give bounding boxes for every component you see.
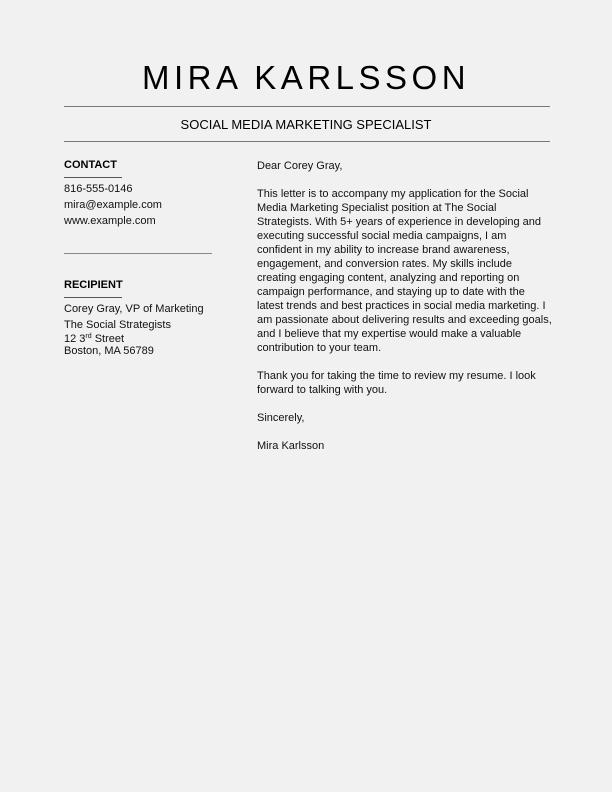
recipient-heading: RECIPIENT — [64, 279, 123, 291]
contact-phone[interactable]: 816-555-0146 — [64, 183, 133, 195]
letter-paragraph-2: Thank you for taking the time to review my resume. I look forward to talking with you. — [257, 370, 536, 396]
street-name: Street — [91, 333, 125, 345]
letter-greeting: Dear Corey Gray, — [257, 160, 343, 172]
contact-heading: CONTACT — [64, 159, 117, 171]
street-ordinal-suffix: rd — [85, 333, 92, 340]
recipient-city: Boston, MA 56789 — [64, 345, 154, 357]
recipient-section — [64, 279, 234, 357]
contact-heading-underline — [64, 177, 122, 178]
contact-email[interactable]: mira@example.com — [64, 199, 162, 211]
recipient-company: The Social Strategists — [64, 319, 171, 331]
header-bottom-rule — [64, 141, 550, 142]
header-top-rule — [64, 106, 550, 107]
contact-website[interactable]: www.example.com — [64, 215, 156, 227]
applicant-name: MIRA KARLSSON — [141, 59, 471, 96]
recipient-heading-underline — [64, 297, 122, 298]
recipient-name: Corey Gray, VP of Marketing — [64, 303, 204, 315]
letter-closing: Sincerely, — [257, 412, 305, 424]
letter-paragraph-1: This letter is to accompany my application for the Social Media Marketing Specialist position at The Social Strategists. With 5+ years of experience in developing and executing successful social media campaigns, I am confident in my ability to increase brand awareness, engagement, and conversion rates. My skills include creating engaging content, analyzing and reporting on campaign performance, and staying up to date with the latest trends and best practices in social media marketing. I am passionate about delivering results and exceeding goals, and I believe that my expertise would make a valuable contribution to your team. — [257, 188, 552, 354]
street-number: 12 3 — [64, 333, 86, 345]
sidebar-divider — [64, 253, 212, 254]
contact-section — [64, 159, 214, 229]
letter-signature: Mira Karlsson — [257, 440, 325, 452]
recipient-street — [64, 333, 234, 345]
letter-body — [257, 159, 553, 467]
job-title: SOCIAL MEDIA MARKETING SPECIALIST — [180, 117, 432, 132]
